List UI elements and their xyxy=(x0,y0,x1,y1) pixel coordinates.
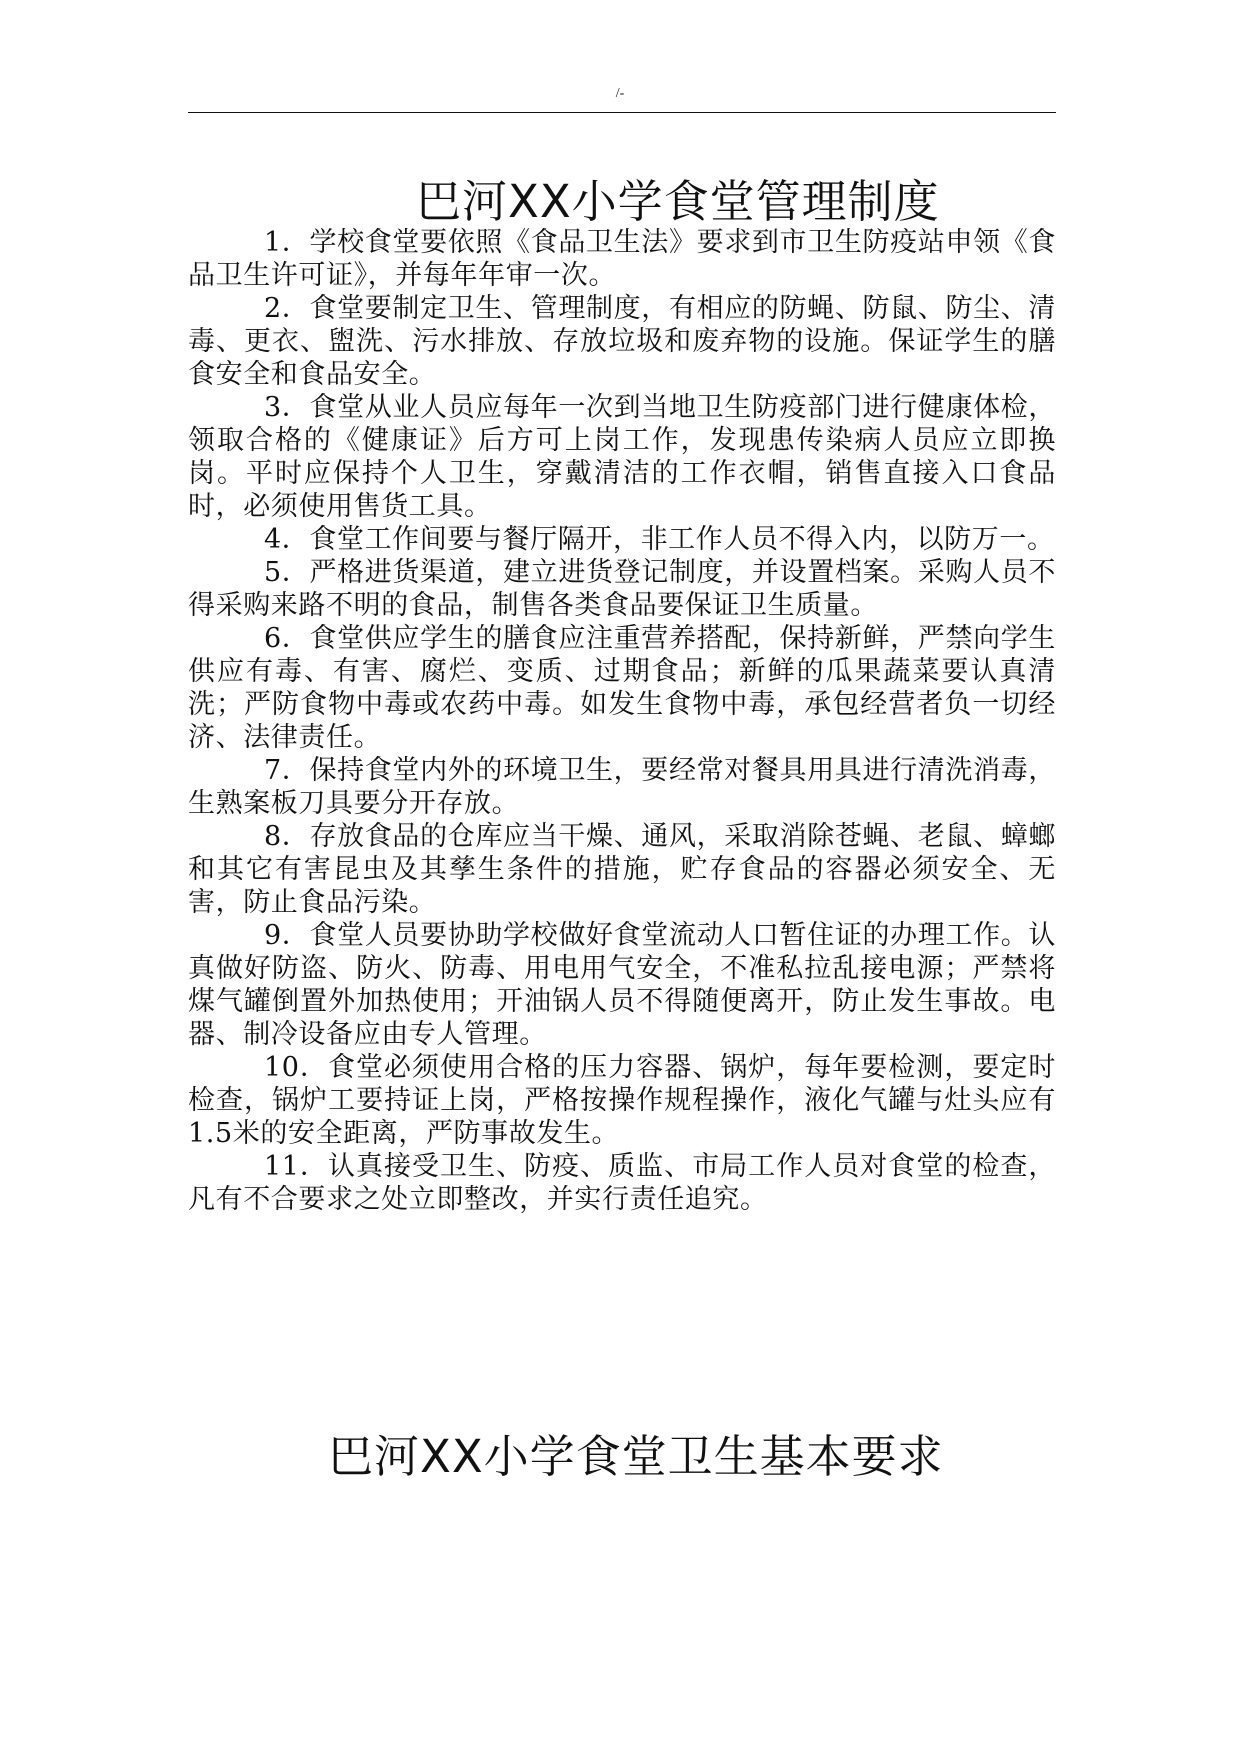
regulation-item-11: 11．认真接受卫生、防疫、质监、市局工作人员对食堂的检查，凡有不合要求之处立即整改，并实行责任追究。 xyxy=(188,1151,1056,1215)
regulation-item-6: 6．食堂供应学生的膳食应注重营养搭配，保持新鲜，严禁向学生供应有毒、有害、腐烂、变质、过期食品；新鲜的瓜果蔬菜要认真清洗；严防食物中毒或农药中毒。如发生食物中毒，承包经营者负一切经济、法律责任。 xyxy=(188,623,1056,753)
regulation-item-10: 10．食堂必须使用合格的压力容器、锅炉，每年要检测，要定时检查，锅炉工要持证上岗，严格按操作规程操作，液化气罐与灶头应有1.5米的安全距离，严防事故发生。 xyxy=(188,1052,1056,1149)
regulation-item-4: 4．食堂工作间要与餐厅隔开，非工作人员不得入内，以防万一。 xyxy=(264,524,1055,555)
regulation-item-5: 5．严格进货渠道，建立进货登记制度，并设置档案。采购人员不得采购来路不明的食品，制售各类食品要保证卫生质量。 xyxy=(188,557,1056,621)
second-section-title: 巴河XX小学食堂卫生基本要求 xyxy=(328,1430,944,1483)
regulation-item-8: 8．存放食品的仓库应当干燥、通风，采取消除苍蝇、老鼠、蟑螂和其它有害昆虫及其孳生条件的措施，贮存食品的容器必须安全、无害，防止食品污染。 xyxy=(188,821,1056,918)
regulation-item-2: 2．食堂要制定卫生、管理制度，有相应的防蝇、防鼠、防尘、清毒、更衣、盥洗、污水排放、存放垃圾和废弃物的设施。保证学生的膳食安全和食品安全。 xyxy=(188,293,1056,390)
page-header-mark: /- xyxy=(615,86,625,101)
regulation-item-3: 3．食堂从业人员应每年一次到当地卫生防疫部门进行健康体检，领取合格的《健康证》后方可上岗工作，发现患传染病人员应立即换岗。平时应保持个人卫生，穿戴清洁的工作衣帽，销售直接入口食品时，必须使用售货工具。 xyxy=(188,392,1056,522)
regulation-item-1: 1．学校食堂要依照《食品卫生法》要求到市卫生防疫站申领《食品卫生许可证》，并每年年审一次。 xyxy=(188,227,1056,291)
regulation-item-9: 9．食堂人员要协助学校做好食堂流动人口暂住证的办理工作。认真做好防盗、防火、防毒、用电用气安全，不准私拉乱接电源；严禁将煤气罐倒置外加热使用；开油锅人员不得随便离开，防止发生事故。电器、制冷设备应由专人管理。 xyxy=(188,920,1056,1050)
document-title: 巴河XX小学食堂管理制度 xyxy=(416,175,940,228)
regulation-body xyxy=(188,226,1056,1216)
regulation-item-7: 7．保持食堂内外的环境卫生，要经常对餐具用具进行清洗消毒，生熟案板刀具要分开存放。 xyxy=(188,755,1056,819)
header-divider xyxy=(188,112,1056,113)
